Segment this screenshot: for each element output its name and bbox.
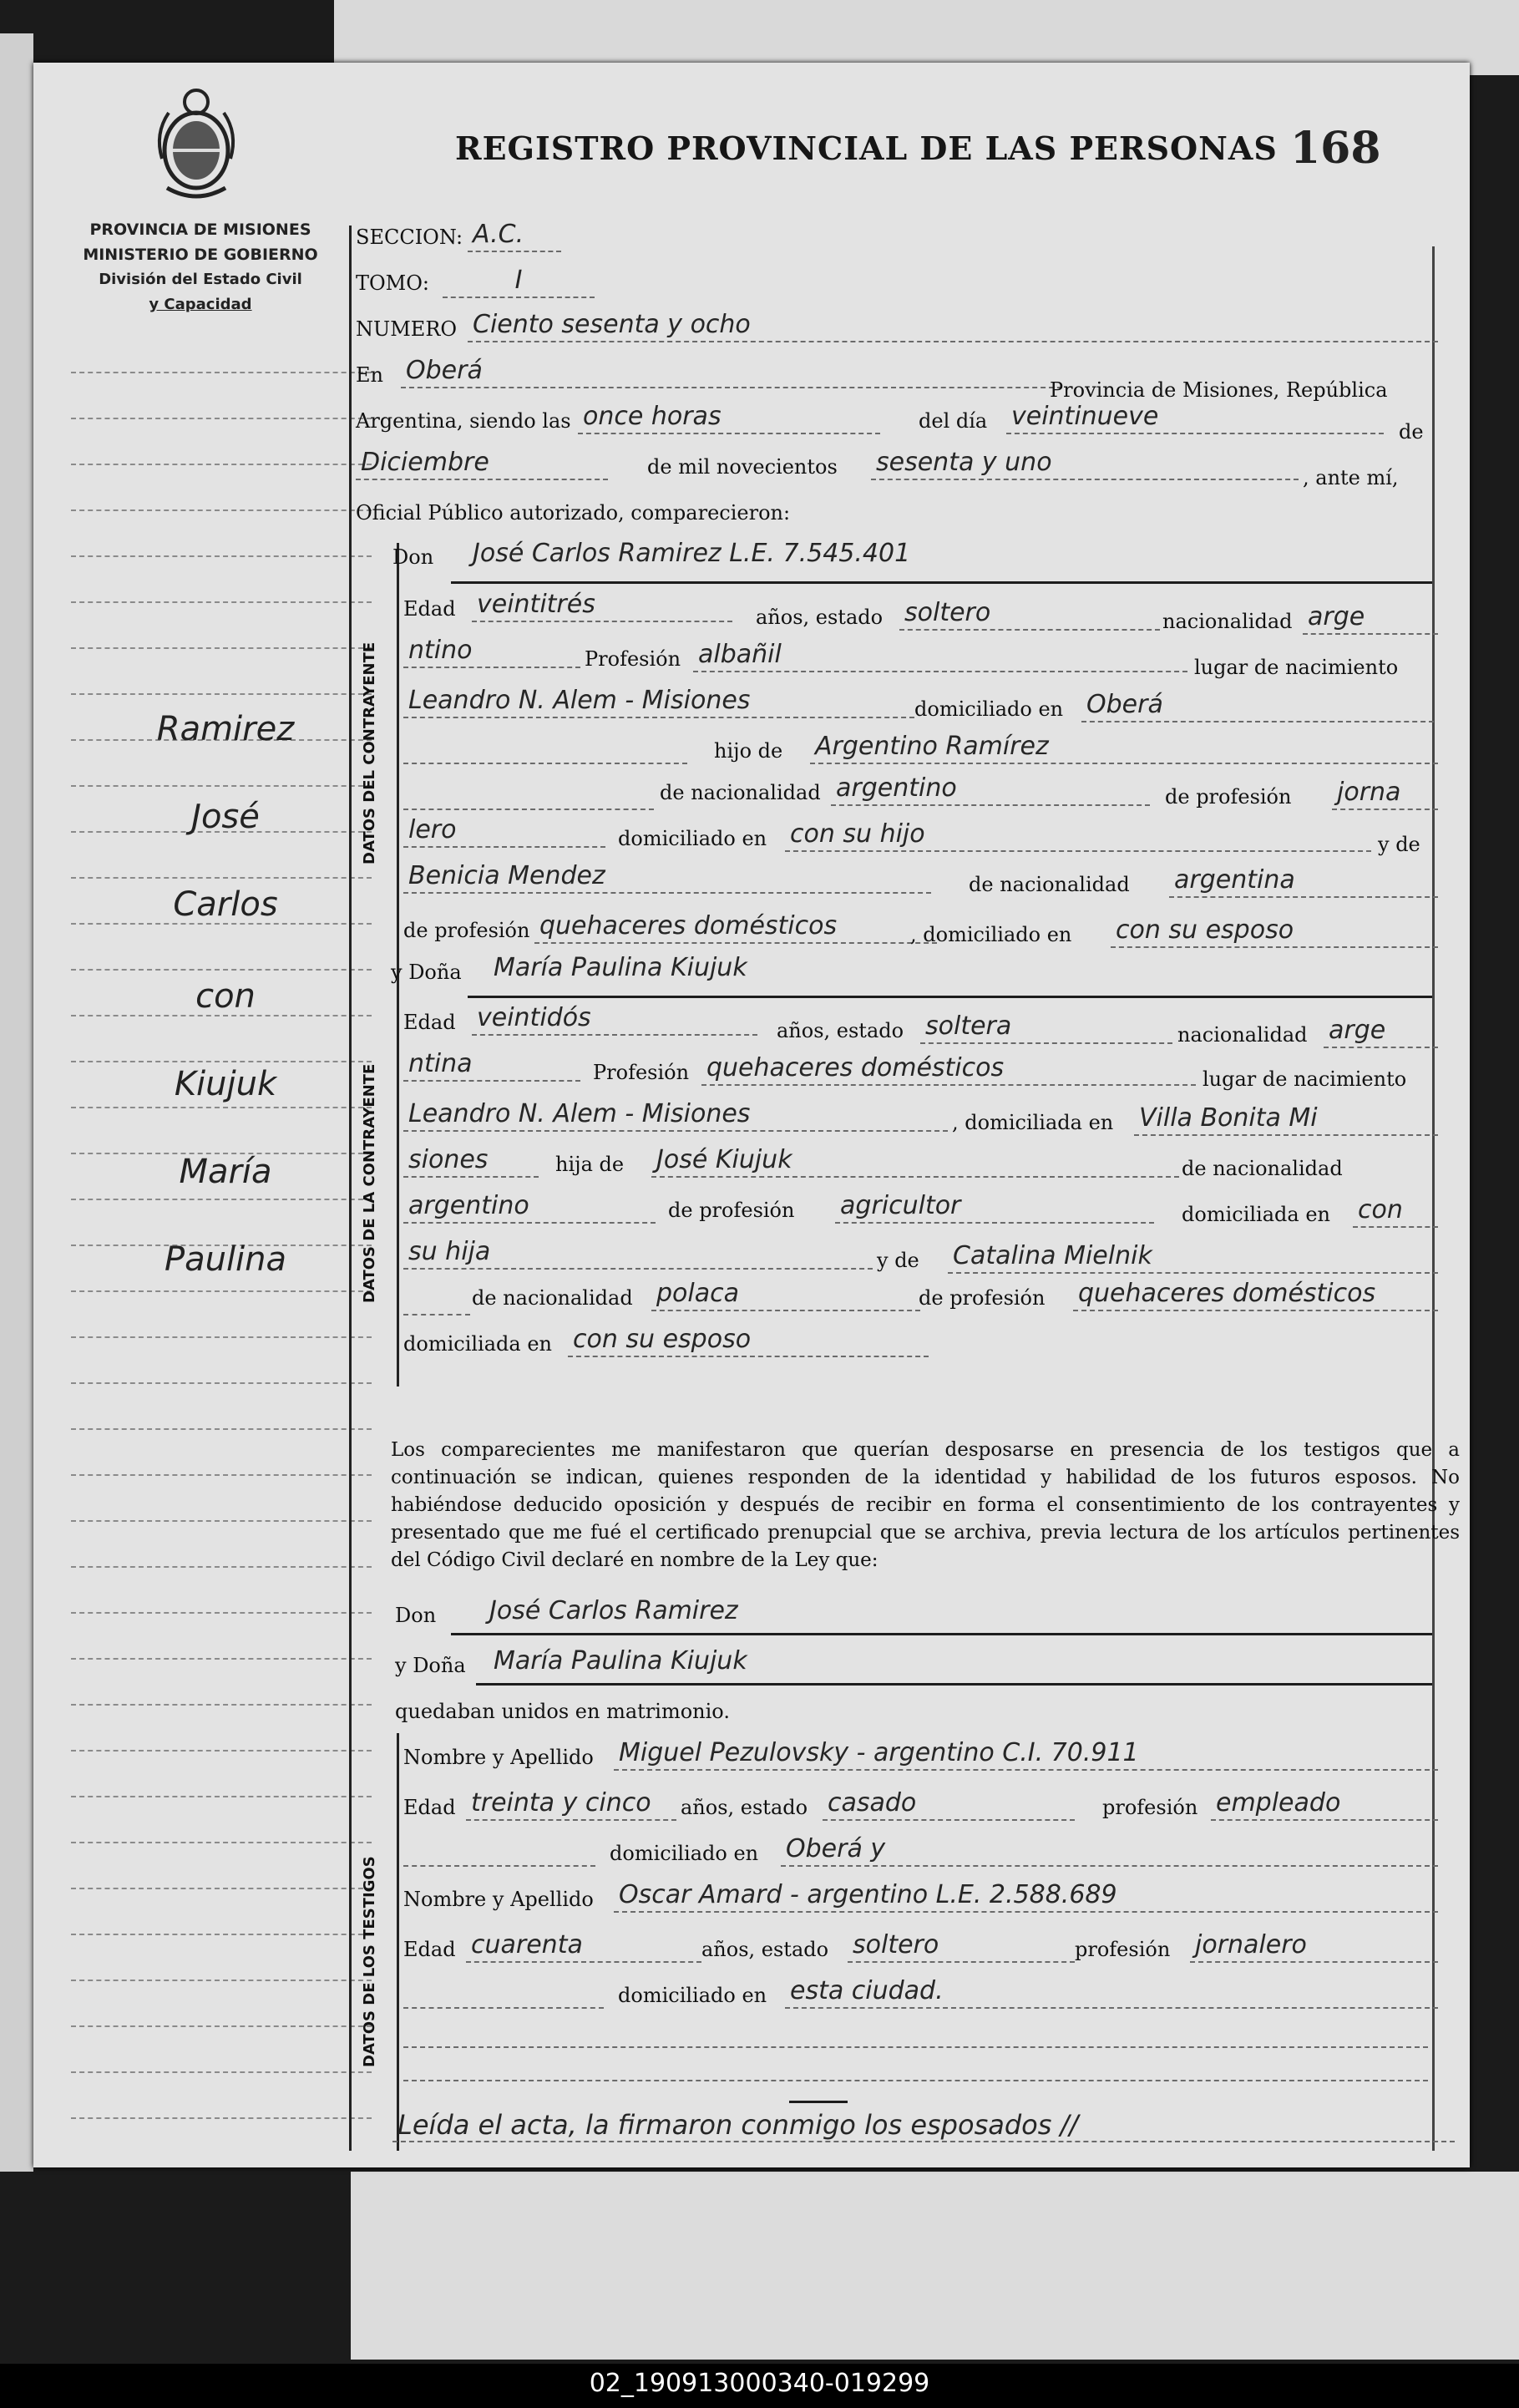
blank-rule [403, 1314, 470, 1316]
contrayente-name: José Carlos Ramirez L.E. 7.545.401 [473, 539, 911, 568]
madre-nacionalidad-value: argentina [1169, 865, 1438, 898]
nacionalidad-value: arge [1324, 1016, 1438, 1048]
mil-label: de mil novecientos [647, 455, 838, 479]
testigo1-value: Miguel Pezulovsky - argentino C.I. 70.911 [614, 1738, 1438, 1771]
lugar-nacimiento-value: Leandro N. Alem - Misiones [403, 1099, 948, 1132]
declaration-text: Los comparecientes me manifestaron que querían desposarse en presencia de los testigos que a continuación se indican, quienes responden de la identidad y habilidad de los futuros esposos. No habiéndose deducido oposición y después de recibir en forma el consentimiento de los contrayentes y presentado que me fué el certificado prenupcial que se archiva, previa lectura de los artículos pertinentes del Código Civil declaré en nombre de la Ley que: [391, 1439, 1460, 1571]
margin-rule [71, 1888, 372, 1889]
padre-profesion-label: de profesión [668, 1199, 795, 1222]
decl-dona-label: y Doña [395, 1654, 466, 1677]
seccion-value: A.C. [468, 220, 561, 252]
page-number: 168 [1290, 123, 1381, 174]
testigo1-anos-label: años, estado [681, 1796, 808, 1819]
blank-rule [403, 763, 687, 764]
testigo1-domicilio-label: domiciliado en [610, 1842, 759, 1865]
padre-profesion-label: de profesión [1165, 785, 1292, 809]
org-line-1: PROVINCIA DE MISIONES [89, 221, 311, 239]
blank-rule [403, 2080, 1428, 2081]
margin-rule [71, 1566, 372, 1568]
y-de-label: y de [877, 1249, 919, 1272]
margin-rule [71, 2071, 372, 2073]
decl-don-value: José Carlos Ramirez [489, 1596, 738, 1625]
hora-value: once horas [578, 402, 880, 434]
margin-rule [71, 693, 372, 695]
padre-profesion-cont: lero [403, 815, 605, 848]
padre-domicilio-value: con [1353, 1195, 1438, 1228]
name-rule [451, 1633, 1432, 1635]
ante-label: , ante mí, [1303, 466, 1399, 489]
madre-profesion-label: de profesión [403, 919, 530, 942]
testigo1-domicilio-value: Oberá y [781, 1834, 1438, 1867]
image-id-label: 02_190913000340-019299 [589, 2369, 930, 2398]
padre-nacionalidad-value: argentino [403, 1191, 656, 1224]
oficial-text: Oficial Público autorizado, comparecieron: [356, 501, 791, 525]
edad-label: Edad [403, 597, 456, 621]
margin-rule [71, 1796, 372, 1797]
testigo2-value: Oscar Amard - argentino L.E. 2.588.689 [614, 1880, 1438, 1913]
testigo2-edad-label: Edad [403, 1938, 456, 1961]
testigo2-profesion-value: jornalero [1190, 1930, 1438, 1963]
tomo-value: I [443, 266, 595, 298]
margin-rule [71, 1336, 372, 1338]
margin-rule [71, 509, 372, 511]
blank-rule [403, 809, 654, 810]
domicilio-value: Villa Bonita Mi [1134, 1103, 1438, 1136]
margin-rule [71, 1107, 372, 1108]
madre-name: Catalina Mielnik [948, 1241, 1438, 1274]
margin-rule [71, 1199, 372, 1200]
numero-label: NUMERO [356, 317, 458, 341]
edad-label: Edad [403, 1011, 456, 1034]
domicilio-value: Oberá [1081, 690, 1434, 722]
margin-note: Paulina [164, 1240, 287, 1279]
testigo1-edad-value: treinta y cinco [466, 1788, 676, 1821]
margin-rule [71, 785, 372, 787]
contrayenta-section-label: DATOS DE LA CONTRAYENTE [361, 1063, 378, 1303]
margin-note: con [195, 977, 256, 1016]
y-de-label: y de [1378, 833, 1420, 856]
margin-rule [71, 601, 372, 603]
hijo-label: hijo de [714, 739, 783, 763]
margin-note: José [191, 798, 260, 836]
testigo1-profesion-value: empleado [1211, 1788, 1438, 1821]
argentina-label: Argentina, siendo las [356, 409, 571, 433]
padre-domicilio-cont: su hija [403, 1237, 873, 1270]
padre-profesion-value: agricultor [835, 1191, 1154, 1224]
name-rule [468, 996, 1432, 998]
blank-rule [403, 2046, 1428, 2048]
madre-nacionalidad-label: de nacionalidad [969, 873, 1130, 896]
testigo2-anos-label: años, estado [701, 1938, 829, 1961]
nacionalidad-value: arge [1303, 602, 1438, 635]
margin-rule [71, 877, 372, 879]
margin-rule [71, 2025, 372, 2027]
en-label: En [356, 363, 383, 387]
margin-note: María [179, 1153, 272, 1191]
testigo2-domicilio-value: esta ciudad. [785, 1976, 1438, 2009]
margin-note: Kiujuk [174, 1065, 277, 1103]
padre-name: José Kiujuk [651, 1145, 1179, 1178]
de-label: de [1399, 420, 1424, 444]
madre-domicilio-value: con su esposo [568, 1325, 929, 1357]
contrayenta-name: María Paulina Kiujuk [494, 953, 747, 982]
org-line-3: División del Estado Civil [99, 271, 302, 288]
tomo-label: TOMO: [356, 271, 430, 295]
lugar-value: Oberá [401, 356, 1062, 388]
testigo2-profesion-label: profesión [1075, 1938, 1171, 1961]
margin-rule [71, 1290, 372, 1292]
testigo2-label: Nombre y Apellido [403, 1888, 594, 1911]
testigo1-estado-value: casado [823, 1788, 1075, 1821]
nacionalidad-cont: ntino [403, 636, 580, 668]
blank-rule [403, 2007, 604, 2009]
dia-label: del día [919, 409, 988, 433]
margin-rule [71, 464, 372, 465]
madre-profesion-value: quehaceres domésticos [1073, 1279, 1438, 1311]
margin-rule [71, 1842, 372, 1843]
lugar-nacimiento-label: lugar de nacimiento [1194, 656, 1399, 679]
organization-block [75, 217, 326, 317]
anos-label: años, estado [777, 1019, 904, 1042]
madre-domicilio-label: , domiciliado en [910, 923, 1072, 946]
coat-of-arms-icon [150, 84, 242, 200]
margin-rule [71, 372, 372, 373]
name-rule [476, 1683, 1432, 1686]
margin-rule [71, 418, 372, 419]
madre-nacionalidad-label: de nacionalidad [472, 1286, 633, 1310]
testigo2-estado-value: soltero [848, 1930, 1075, 1963]
testigo2-domicilio-label: domiciliado en [618, 1984, 767, 2007]
padre-domicilio-label: domiciliada en [1182, 1203, 1330, 1226]
edad-value: veintitrés [472, 590, 732, 622]
domicilio-label: , domiciliada en [952, 1111, 1114, 1134]
lugar-nacimiento-label: lugar de nacimiento [1203, 1067, 1407, 1091]
margin-rule [71, 2117, 372, 2119]
seccion-label: SECCION: [356, 226, 463, 249]
anos-label: años, estado [756, 606, 884, 629]
short-rule [789, 2101, 848, 2103]
unidos-text: quedaban unidos en matrimonio. [395, 1700, 730, 1723]
estado-value: soltera [920, 1011, 1172, 1044]
margin-rule [71, 1382, 372, 1384]
profesion-value: quehaceres domésticos [701, 1053, 1196, 1086]
profesion-label: Profesión [593, 1061, 690, 1084]
org-line-2: MINISTERIO DE GOBIERNO [83, 246, 318, 264]
contrayente-section-label: DATOS DEL CONTRAYENTE [361, 641, 378, 864]
madre-nacionalidad-value: polaca [651, 1279, 920, 1311]
margin-rule [71, 1474, 372, 1476]
margin-rule [71, 1612, 372, 1614]
margin-note: Ramirez [156, 710, 295, 748]
padre-domicilio-value: con su hijo [785, 819, 1371, 852]
column-divider [349, 226, 352, 2151]
profesion-label: Profesión [585, 647, 681, 671]
padre-name: Argentino Ramírez [810, 732, 1438, 764]
margin-rule [71, 1750, 372, 1752]
margin-rule [71, 1704, 372, 1706]
anio-value: sesenta y uno [871, 448, 1299, 480]
profesion-value: albañil [693, 640, 1187, 672]
padre-domicilio-label: domiciliado en [618, 827, 767, 850]
margin-rule [71, 1520, 372, 1522]
padre-nacionalidad-label: de nacionalidad [660, 781, 821, 804]
provincia-text: Provincia de Misiones, República [1050, 378, 1388, 402]
margin-rule [71, 1658, 372, 1660]
section-bracket [397, 1733, 399, 2151]
margin-rule [71, 969, 372, 971]
madre-domicilio-value: con su esposo [1111, 915, 1438, 948]
padre-nacionalidad-label: de nacionalidad [1182, 1157, 1343, 1180]
edad-value: veintidós [472, 1003, 757, 1036]
padre-profesion-value: jorna [1332, 778, 1438, 810]
domicilio-cont: siones [403, 1145, 539, 1178]
blank-rule [403, 1865, 595, 1867]
dia-value: veintinueve [1006, 402, 1384, 434]
dona-label: y Doña [391, 961, 462, 984]
decl-don-label: Don [395, 1604, 437, 1627]
margin-rule [71, 555, 372, 557]
nacionalidad-cont: ntina [403, 1049, 580, 1082]
record-page [33, 63, 1470, 2167]
testigo1-edad-label: Edad [403, 1796, 456, 1819]
margin-note: Carlos [173, 885, 278, 924]
testigos-section-label: DATOS DE LOS TESTIGOS [361, 1856, 378, 2067]
lugar-nacimiento-value: Leandro N. Alem - Misiones [403, 686, 914, 718]
domicilio-label: domiciliado en [914, 697, 1064, 721]
page-title: REGISTRO PROVINCIAL DE LAS PERSONAS [455, 129, 1278, 167]
testigo1-label: Nombre y Apellido [403, 1746, 594, 1769]
hija-label: hija de [555, 1153, 625, 1176]
margin-rule [71, 1428, 372, 1430]
closing-text: Leída el acta, la firmaron conmigo los esposados // [392, 2109, 1455, 2142]
nacionalidad-label: nacionalidad [1177, 1023, 1308, 1047]
margin-rule [71, 1980, 372, 1981]
numero-value: Ciento sesenta y ocho [468, 310, 1438, 342]
margin-rule [71, 1061, 372, 1062]
margin-rule [71, 1934, 372, 1935]
org-line-4: y Capacidad [149, 296, 252, 313]
madre-domicilio-label: domiciliada en [403, 1332, 552, 1356]
margin-rule [71, 647, 372, 649]
decl-dona-value: María Paulina Kiujuk [494, 1646, 747, 1675]
background-bottom [351, 2172, 1519, 2360]
estado-value: soltero [899, 598, 1160, 631]
madre-profesion-value: quehaceres domésticos [534, 911, 937, 944]
padre-nacionalidad-value: argentino [831, 773, 1150, 806]
testigo1-profesion-label: profesión [1102, 1796, 1198, 1819]
don-label: Don [392, 545, 434, 569]
name-rule [451, 581, 1432, 584]
nacionalidad-label: nacionalidad [1162, 610, 1293, 633]
madre-name: Benicia Mendez [403, 861, 931, 894]
madre-profesion-label: de profesión [919, 1286, 1046, 1310]
book-edge [0, 33, 33, 2172]
testigo2-edad-value: cuarenta [466, 1930, 701, 1963]
mes-value: Diciembre [356, 448, 608, 480]
